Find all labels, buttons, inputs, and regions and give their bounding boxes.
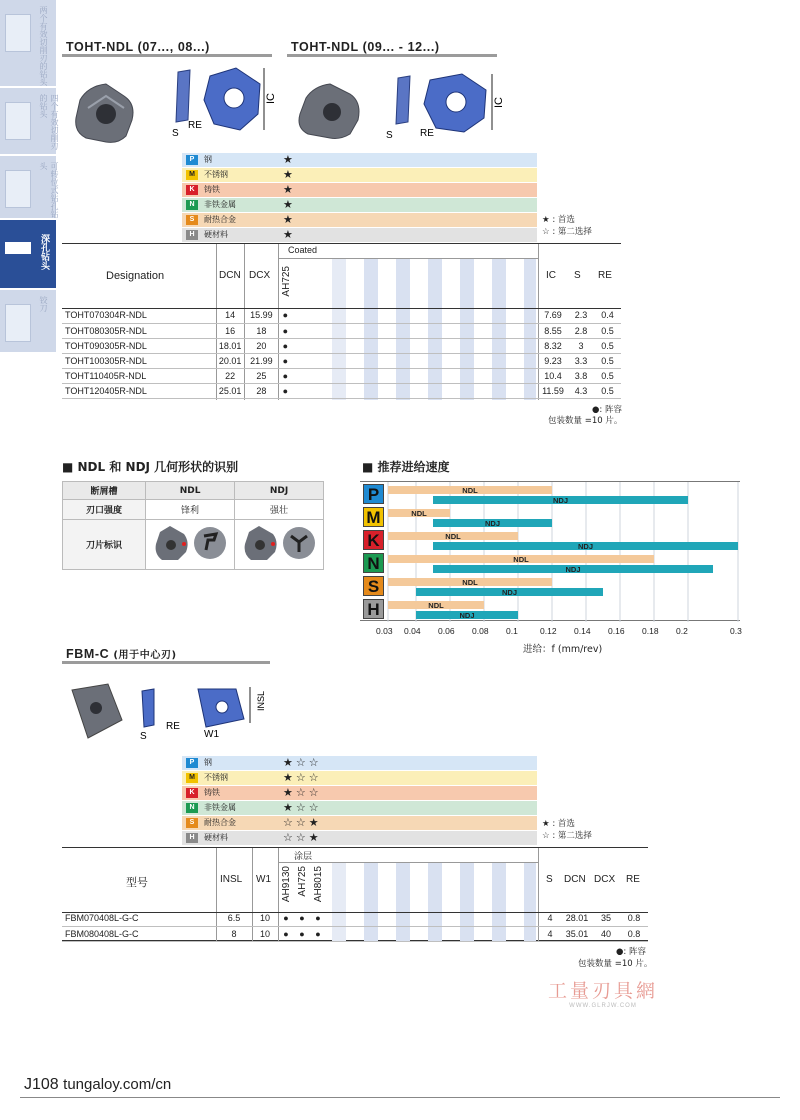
cell-dcx: 15.99 [244,308,278,323]
cell-s: 4 [538,926,562,941]
cell-re: 0.5 [594,323,621,338]
side-tab-label: 铰刀 [39,296,48,312]
recommendation-marks: ★ [283,199,296,211]
table-row [63,520,324,570]
section-title-text: TOHT-NDL (09... - 12...) [291,40,440,54]
footer [24,1076,171,1094]
header-grade-ah9130: AH9130 [281,866,292,903]
material-row-k [182,786,537,800]
fbm-spec-rows [62,911,648,942]
material-row-n [182,198,537,212]
cell-dcx: 40 [592,926,620,941]
feed-bar-label: NDL [428,601,444,610]
material-row-k [182,183,537,197]
material-code-badge: K [186,788,198,798]
cell-dcx: 18 [244,323,278,338]
cell-designation: TOHT100305R-NDL [62,353,216,368]
cell-designation: TOHT080305R-NDL [62,323,216,338]
cell-dcx: 20 [244,338,278,353]
cell-dcn: 16 [216,323,245,338]
recommendation-legend [542,214,592,238]
ndj-edge-strength: 强壮 [235,500,324,520]
dim-w1-label: W1 [204,729,219,740]
cell-dcn: 18.01 [216,338,245,353]
material-code-badge: N [186,200,198,210]
material-name: 耐热合金 [204,818,236,827]
side-tab-label: 深孔钻头 [39,234,49,270]
col-ndl: NDL [146,482,235,500]
cell-s: 4 [538,911,562,926]
dim-s-label: S [172,128,179,139]
cell-re: 0.5 [594,338,621,353]
ndl-insert-icon [148,520,232,566]
material-code-badge: M [186,170,198,180]
header-s: S [546,874,553,885]
toht-insert-drawing-large [386,72,508,142]
recommendation-marks: ★ [283,184,296,196]
recommendation-marks: ★☆☆ [283,787,322,799]
cell-s: 3.3 [568,353,594,368]
cell-dcn: 14 [216,308,245,323]
legend-second-choice: ☆ : 第二选择 [542,227,592,237]
section-title-text: TOHT-NDL (07..., 08...) [66,40,210,54]
table-row [63,500,324,520]
cell-stock-ah8015: ● [310,911,326,926]
cell-re: 0.8 [620,926,648,941]
header-s: S [574,270,581,281]
chart-letter-m: M [363,507,384,527]
section-subtitle: (用于中心刃) [113,650,177,661]
material-code-badge: K [186,185,198,195]
table-row [62,383,621,398]
recommendation-marks: ★ [283,169,296,181]
cell-ic: 9.23 [538,353,568,368]
material-name: 非铁金属 [204,803,236,812]
material-code-badge: P [186,155,198,165]
table-row [62,323,621,338]
x-tick-label: 0.03 [376,626,393,636]
cell-designation: TOHT110405R-NDL [62,368,216,383]
fbm-insert-photo [66,680,126,744]
feed-chart-svg [360,482,740,622]
chart-letter-k: K [363,530,384,550]
side-tab-deep-hole-drills[interactable] [0,220,56,288]
dim-s-label: S [386,130,393,141]
cell-ic: 8.32 [538,338,568,353]
x-tick-label: 0.3 [730,626,742,636]
tab-drill-icon [5,14,31,52]
chart-letter-h: H [363,599,384,619]
cell-dcx: 21.99 [244,353,278,368]
col-ndj: NDJ [235,482,324,500]
cell-s: 4.3 [568,383,594,398]
feed-bar-label: NDJ [552,496,569,505]
recommendation-marks: ★☆☆ [283,802,322,814]
recommendation-marks: ★☆☆ [283,772,322,784]
legend-first-choice: ★ : 首选 [542,215,575,225]
material-name: 铸铁 [204,185,220,194]
header-dcn: DCN [219,270,241,281]
ndl-ndj-identification-table [62,481,324,570]
recommendation-marks: ☆☆★ [283,817,322,829]
cell-dcn: 25.01 [216,383,245,398]
material-row-m [182,771,537,785]
cell-s: 2.3 [568,308,594,323]
side-tab-reamers[interactable] [0,290,56,352]
x-tick-label: 0.18 [642,626,659,636]
recommendation-marks: ★ [283,214,296,226]
x-tick-label: 0.08 [472,626,489,636]
material-name: 钢 [204,155,212,164]
legend-second-choice: ☆ : 第二选择 [542,831,592,841]
material-name: 钢 [204,758,212,767]
x-tick-label: 0.06 [438,626,455,636]
dim-insl-label: INSL [256,690,266,711]
dim-re-label: RE [188,120,202,131]
cell-designation: TOHT070304R-NDL [62,308,216,323]
material-code-badge: S [186,215,198,225]
x-tick-label: 0.04 [404,626,421,636]
table-row [62,368,621,383]
cell-stock-ah725: ● [294,926,310,941]
cell-stock: ● [278,338,292,353]
toht-insert-photo-large [290,80,370,142]
material-name: 不锈钢 [204,170,228,179]
cell-stock-ah725: ● [294,911,310,926]
cell-dcn: 20.01 [216,353,245,368]
chart-letter-n: N [363,553,384,573]
material-row-h [182,831,537,845]
table-row [62,338,621,353]
cell-dcx: 35 [592,911,620,926]
cell-designation: TOHT090305R-NDL [62,338,216,353]
x-tick-label: 0.12 [540,626,557,636]
feed-chart-title: ■ 推荐进给速度 [362,458,450,475]
x-tick-label: 0.1 [506,626,518,636]
toht-spec-rows [62,308,621,399]
table-row [62,926,648,941]
material-row-s [182,816,537,830]
table-row [62,308,621,323]
x-tick-label: 0.2 [676,626,688,636]
cell-stock: ● [278,353,292,368]
cell-insl: 6.5 [216,911,252,926]
material-code-badge: P [186,758,198,768]
footer-site-link[interactable]: tungaloy.com/cn [63,1076,172,1093]
dim-ic-label: IC [493,97,505,108]
pack-note-2: 包装数量 =10 片。 [578,959,653,969]
section-title-fbm [62,646,270,661]
cell-dcn: 35.01 [562,926,592,941]
cell-re: 0.5 [594,383,621,398]
footer-rule [20,1097,780,1098]
header-insl: INSL [220,874,243,885]
material-code-badge: S [186,818,198,828]
material-row-p [182,756,537,770]
feed-chart-xlabel: 进给：f (mm/rev) [523,644,603,655]
cell-model: FBM080408L-G-C [62,926,216,941]
ndl-insert-image [146,520,235,570]
header-dcn: DCN [564,874,586,885]
toht-insert-drawing [166,64,281,142]
side-tab-label: 四个有效切削刃的钻头 [39,94,59,150]
cell-designation: TOHT120405R-NDL [62,383,216,398]
material-name: 耐热合金 [204,215,236,224]
fbm-insert-drawing [136,683,276,741]
header-ic: IC [546,270,556,281]
row-label-insert-mark: 刀片标识 [63,520,146,570]
feed-bar-label: NDL [411,509,427,518]
cell-re: 0.5 [594,368,621,383]
material-name: 硬材料 [204,833,228,842]
header-w1: W1 [256,874,271,885]
x-tick-label: 0.14 [574,626,591,636]
header-coated: 涂层 [294,852,313,862]
dim-re-label: RE [420,128,434,139]
side-tab-two-edge-drills[interactable] [0,0,56,86]
tab-drill-icon [5,102,31,140]
header-grade-ah725: AH725 [297,866,308,897]
cell-model: FBM070408L-G-C [62,911,216,926]
chart-letter-s: S [363,576,384,596]
ndl-edge-strength: 锋利 [146,500,235,520]
x-tick-label: 0.16 [608,626,625,636]
watermark [536,976,670,1009]
ndj-insert-image [235,520,324,570]
recommendation-marks: ★☆☆ [283,757,322,769]
cell-ic: 7.69 [538,308,568,323]
section-title-toht-small [62,40,272,54]
row-label-chipbreaker: 断屑槽 [63,482,146,500]
material-name: 硬材料 [204,230,228,239]
tab-reamer-icon [5,304,31,342]
section-title-text: FBM-C [66,647,110,661]
material-row-n [182,801,537,815]
recommendation-marks: ★ [283,229,296,241]
watermark-url: WWW.GLRJW.COM [569,1003,637,1009]
material-code-badge: N [186,803,198,813]
tab-drill-icon [5,242,31,254]
toht-insert-photo [66,78,146,148]
cell-re: 0.8 [620,911,648,926]
dim-re-label: RE [166,721,180,732]
cell-re: 0.5 [594,353,621,368]
feed-bar-label: NDJ [484,519,501,528]
feed-bar-label: NDL [462,578,478,587]
material-row-s [182,213,537,227]
cell-w1: 10 [252,911,278,926]
tab-drill-icon [5,170,31,208]
material-name: 铸铁 [204,788,220,797]
cell-stock: ● [278,308,292,323]
cell-stock-ah8015: ● [310,926,326,941]
cell-dcn: 22 [216,368,245,383]
material-name: 不锈钢 [204,773,228,782]
header-re: RE [626,874,640,885]
header-dcx: DCX [594,874,616,885]
table-row [63,482,324,500]
cell-w1: 10 [252,926,278,941]
dim-s-label: S [140,731,147,741]
ident-title: ■ NDL 和 NDJ 几何形状的识别 [62,458,238,475]
feed-bar-label: NDJ [501,588,518,597]
feed-bar-label: NDL [445,532,461,541]
cell-re: 0.4 [594,308,621,323]
stock-note: ●: 阵容 [592,405,622,415]
cell-s: 3 [568,338,594,353]
cell-stock-ah9130: ● [278,926,294,941]
cell-ic: 10.4 [538,368,568,383]
cell-ic: 8.55 [538,323,568,338]
header-grade-ah8015: AH8015 [313,866,324,903]
cell-insl: 8 [216,926,252,941]
cell-stock: ● [278,323,292,338]
cell-stock: ● [278,383,292,398]
table-row [62,353,621,368]
chart-letter-p: P [363,484,384,504]
material-name: 非铁金属 [204,200,236,209]
recommendation-marks: ☆☆★ [283,832,322,844]
feed-bar-label: NDJ [577,542,594,551]
material-row-m [182,168,537,182]
cell-ic: 11.59 [538,383,568,398]
recommendation-legend [542,818,592,842]
side-tab-four-edge-drills[interactable] [0,88,59,154]
cell-s: 2.8 [568,323,594,338]
cell-s: 3.8 [568,368,594,383]
feed-bar-label: NDL [462,486,478,495]
cell-dcx: 28 [244,383,278,398]
dim-ic-label: IC [265,93,277,104]
section-title-toht-large [287,40,497,54]
ndj-insert-icon [237,520,321,566]
header-dcx: DCX [249,270,271,281]
cell-stock-ah9130: ● [278,911,294,926]
material-row-p [182,153,537,167]
material-code-badge: H [186,230,198,240]
legend-first-choice: ★ : 首选 [542,819,575,829]
header-re: RE [598,270,612,281]
recommendation-marks: ★ [283,154,296,166]
watermark-text: 工量刃具網 [547,980,658,1002]
page-number: J108 [24,1076,59,1093]
header-model: 型号 [126,876,148,889]
feed-bar-label: NDJ [565,565,581,574]
table-row [62,911,648,926]
side-tab-indexable-drills[interactable] [0,156,59,218]
feed-bar-label: NDL [513,555,529,564]
row-label-edge-strength: 刃口强度 [63,500,146,520]
stock-note-2: ●: 阵容 [616,947,646,957]
cell-dcn: 28.01 [562,911,592,926]
pack-note-1: 包装数量 =10 片。 [548,416,623,426]
feed-chart [360,481,740,621]
material-row-h [182,228,537,242]
header-coated: Coated [288,245,318,255]
cell-dcx: 25 [244,368,278,383]
header-grade-ah725: AH725 [281,266,292,297]
side-tab-label: 两个有效切削刃的钻头 [39,6,48,86]
header-designation: Designation [106,270,165,282]
feed-bar-label: NDJ [459,611,475,620]
material-code-badge: H [186,833,198,843]
side-tab-label: 可转位式钻孔钻头 [39,162,59,218]
cell-stock: ● [278,368,292,383]
material-code-badge: M [186,773,198,783]
